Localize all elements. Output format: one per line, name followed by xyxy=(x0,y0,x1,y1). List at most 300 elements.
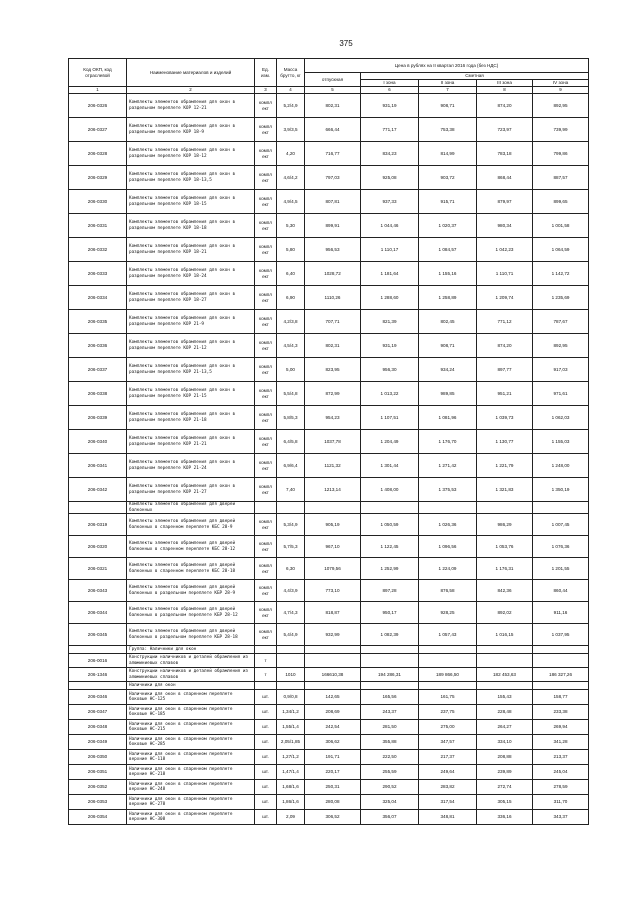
row-zone1-price: 290,52 xyxy=(361,780,419,795)
row-release-price: 242,54 xyxy=(305,720,361,735)
row-code: 206-0342 xyxy=(69,478,127,502)
row-zone1-price: 325,04 xyxy=(361,795,419,810)
row-release-price: 807,81 xyxy=(305,190,361,214)
row-zone2-price: 237,75 xyxy=(419,705,477,720)
row-code: 206-0334 xyxy=(69,286,127,310)
row-name: Наличники для окон в спаренном переплете верхние НС-248 xyxy=(127,780,255,795)
row-code xyxy=(69,682,127,690)
row-unit: компл ект xyxy=(255,262,277,286)
row-zone3-price xyxy=(477,502,533,514)
row-zone2-price: 908,71 xyxy=(419,334,477,358)
row-unit: шт. xyxy=(255,750,277,765)
row-release-price: 954,23 xyxy=(305,406,361,430)
row-unit: компл ект xyxy=(255,334,277,358)
row-zone4-price: 269,94 xyxy=(533,720,589,735)
row-release-price: 1079,56 xyxy=(305,558,361,580)
row-release-price: 716,77 xyxy=(305,142,361,166)
row-zone4-price: 1 235,69 xyxy=(533,286,589,310)
row-unit: компл ект xyxy=(255,118,277,142)
row-code: 206-0330 xyxy=(69,190,127,214)
row-zone3-price: 1 039,73 xyxy=(477,406,533,430)
row-mass xyxy=(277,502,305,514)
row-zone2-price: 753,38 xyxy=(419,118,477,142)
header-zone1: I зона xyxy=(361,80,419,87)
row-unit: компл ект xyxy=(255,536,277,558)
row-zone1-price: 1 408,00 xyxy=(361,478,419,502)
table-row xyxy=(69,602,589,624)
row-zone1-price: 194 286,31 xyxy=(361,668,419,682)
row-mass: 2,09 xyxy=(277,810,305,825)
row-zone2-price: 161,75 xyxy=(419,690,477,705)
row-zone4-price: 1 037,95 xyxy=(533,624,589,646)
row-unit: компл ект xyxy=(255,514,277,536)
row-zone1-price xyxy=(361,654,419,668)
row-zone2-price: 347,57 xyxy=(419,735,477,750)
table-row xyxy=(69,286,589,310)
row-zone3-price: 1 176,31 xyxy=(477,558,533,580)
row-release-price: 191,71 xyxy=(305,750,361,765)
row-name: Комплекты элементов обрамления для дверей балконных в раздельном переплете КБР 28-12 xyxy=(127,602,255,624)
row-zone1-price xyxy=(361,646,419,654)
table-row xyxy=(69,382,589,406)
page-number: 375 xyxy=(339,39,353,48)
row-zone2-price: 1 176,70 xyxy=(419,430,477,454)
row-zone4-price: 1 142,72 xyxy=(533,262,589,286)
row-zone4-price: 1 076,36 xyxy=(533,536,589,558)
table-row xyxy=(69,810,589,825)
row-release-price: 932,99 xyxy=(305,624,361,646)
row-zone1-price: 931,19 xyxy=(361,334,419,358)
row-name: Наличники для окон в спаренном переплете боковые НС-125 xyxy=(127,690,255,705)
row-name: Наличники для окон в спаренном переплете верхние НС-308 xyxy=(127,810,255,825)
row-zone4-price: 971,61 xyxy=(533,382,589,406)
row-zone4-price: 917,03 xyxy=(533,358,589,382)
header-zone4: IV зона xyxy=(533,80,589,87)
row-zone4-price: 739,99 xyxy=(533,118,589,142)
row-mass: 0,9/0,8 xyxy=(277,690,305,705)
row-zone1-price: 1 050,59 xyxy=(361,514,419,536)
table-row xyxy=(69,580,589,602)
table-row xyxy=(69,690,589,705)
row-zone4-price: 911,16 xyxy=(533,602,589,624)
row-zone3-price: 1 042,23 xyxy=(477,238,533,262)
row-zone2-price xyxy=(419,502,477,514)
row-zone1-price: 1 013,22 xyxy=(361,382,419,406)
row-mass: 5,00 xyxy=(277,358,305,382)
row-unit: компл ект xyxy=(255,310,277,334)
row-zone4-price: 899,65 xyxy=(533,190,589,214)
header-mass: Масса брутто, кг xyxy=(277,59,305,87)
row-code xyxy=(69,502,127,514)
table-row xyxy=(69,334,589,358)
row-release-price: 666,44 xyxy=(305,118,361,142)
row-name: Комплекты элементов обрамления для окон в раздельном переплете КОР 18-13,5 xyxy=(127,166,255,190)
table-row xyxy=(69,262,589,286)
row-zone4-price: 341,28 xyxy=(533,735,589,750)
row-zone1-price: 1 181,64 xyxy=(361,262,419,286)
row-code: 206-0333 xyxy=(69,262,127,286)
row-name: Конструкции наличников и деталей обрамления из алюминиевых сплавов xyxy=(127,668,255,682)
row-code: 206-0328 xyxy=(69,142,127,166)
row-zone1-price: 771,17 xyxy=(361,118,419,142)
row-zone1-price: 356,07 xyxy=(361,810,419,825)
row-mass: 1,86/1,6 xyxy=(277,795,305,810)
row-unit xyxy=(255,502,277,514)
row-mass: 1,27/1,2 xyxy=(277,750,305,765)
row-name: Комплекты элементов обрамления для окон в раздельном переплете КОР 21-12 xyxy=(127,334,255,358)
row-unit: т xyxy=(255,654,277,668)
row-zone4-price xyxy=(533,646,589,654)
col-number: 2 xyxy=(127,87,255,94)
row-zone1-price: 1 110,17 xyxy=(361,238,419,262)
row-code: 206-0329 xyxy=(69,166,127,190)
row-zone3-price: 874,20 xyxy=(477,94,533,118)
table-row xyxy=(69,142,589,166)
row-unit: компл ект xyxy=(255,430,277,454)
row-zone3-price: 771,12 xyxy=(477,310,533,334)
row-zone3-price xyxy=(477,682,533,690)
row-mass: 1,68/1,6 xyxy=(277,780,305,795)
row-zone1-price: 355,88 xyxy=(361,735,419,750)
row-zone3-price: 334,10 xyxy=(477,735,533,750)
row-zone1-price: 925,08 xyxy=(361,166,419,190)
row-zone4-price: 245,04 xyxy=(533,765,589,780)
row-code: 206-1346 xyxy=(69,668,127,682)
row-name: Комплекты элементов обрамления для окон в раздельном переплете КОР 18-27 xyxy=(127,286,255,310)
row-zone1-price: 281,50 xyxy=(361,720,419,735)
row-zone4-price: 233,38 xyxy=(533,705,589,720)
row-zone2-price: 928,25 xyxy=(419,602,477,624)
row-zone4-price: 1 007,45 xyxy=(533,514,589,536)
row-zone4-price: 343,37 xyxy=(533,810,589,825)
row-code: 206-0338 xyxy=(69,382,127,406)
row-zone3-price: 1 321,83 xyxy=(477,478,533,502)
row-zone4-price: 311,70 xyxy=(533,795,589,810)
row-name: Комплекты элементов обрамления для окон в раздельном переплете КОР 12-21 xyxy=(127,94,255,118)
row-release-price xyxy=(305,502,361,514)
row-mass: 5,80 xyxy=(277,238,305,262)
row-zone2-price: 802,45 xyxy=(419,310,477,334)
row-zone1-price: 1 252,99 xyxy=(361,558,419,580)
row-name: Наличники для окон в спаренном переплете верхние НС-118 xyxy=(127,750,255,765)
row-mass: 4,20 xyxy=(277,142,305,166)
row-zone4-price: 787,67 xyxy=(533,310,589,334)
price-table xyxy=(68,58,589,825)
row-code: 206-0326 xyxy=(69,94,127,118)
table-row xyxy=(69,646,589,654)
row-zone4-price xyxy=(533,654,589,668)
row-code: 206-0347 xyxy=(69,705,127,720)
row-zone3-price: 228,48 xyxy=(477,705,533,720)
row-zone3-price: 208,88 xyxy=(477,750,533,765)
row-zone1-price: 165,56 xyxy=(361,690,419,705)
row-code: 206-0336 xyxy=(69,334,127,358)
row-name: Комплекты элементов обрамления для окон в раздельном переплете КОР 18-12 xyxy=(127,142,255,166)
row-zone1-price: 956,30 xyxy=(361,358,419,382)
row-zone4-price: 158,77 xyxy=(533,690,589,705)
row-zone3-price: 1 130,77 xyxy=(477,430,533,454)
row-zone2-price xyxy=(419,646,477,654)
row-zone1-price: 897,28 xyxy=(361,580,419,602)
row-zone2-price: 908,71 xyxy=(419,94,477,118)
row-zone1-price xyxy=(361,682,419,690)
row-zone2-price xyxy=(419,682,477,690)
row-unit: шт. xyxy=(255,765,277,780)
row-zone4-price: 1 201,55 xyxy=(533,558,589,580)
row-mass: 7,40 xyxy=(277,478,305,502)
row-zone1-price: 950,17 xyxy=(361,602,419,624)
header-code: Код ОКП, код отраслевой xyxy=(69,59,127,87)
row-zone1-price: 937,33 xyxy=(361,190,419,214)
row-code: 206-0341 xyxy=(69,454,127,478)
table-row xyxy=(69,238,589,262)
row-release-price: 250,31 xyxy=(305,780,361,795)
row-mass: 5,30 xyxy=(277,214,305,238)
row-unit: компл ект xyxy=(255,238,277,262)
row-name: Комплекты элементов обрамления для окон в раздельном переплете КОР 18-15 xyxy=(127,190,255,214)
row-code: 206-0350 xyxy=(69,750,127,765)
row-zone3-price: 336,16 xyxy=(477,810,533,825)
table-row xyxy=(69,750,589,765)
header-estimate: Сметная xyxy=(361,73,589,80)
row-zone2-price: 1 081,96 xyxy=(419,406,477,430)
row-zone1-price: 1 288,60 xyxy=(361,286,419,310)
row-unit: компл ект xyxy=(255,580,277,602)
row-release-price: 1213,14 xyxy=(305,478,361,502)
row-name: Комплекты элементов обрамления для окон в раздельном переплете КОР 21-24 xyxy=(127,454,255,478)
row-mass: 5,3/4,9 xyxy=(277,514,305,536)
row-release-price: 967,10 xyxy=(305,536,361,558)
row-zone3-price: 239,89 xyxy=(477,765,533,780)
row-zone4-price xyxy=(533,502,589,514)
row-unit: компл ект xyxy=(255,358,277,382)
row-name: Комплекты элементов обрамления для дверей балконных xyxy=(127,502,255,514)
row-zone3-price: 155,43 xyxy=(477,690,533,705)
row-zone3-price: 272,74 xyxy=(477,780,533,795)
row-mass: 5,4/4,9 xyxy=(277,624,305,646)
row-zone4-price xyxy=(533,682,589,690)
row-code: 206-0016 xyxy=(69,654,127,668)
row-mass: 1010 xyxy=(277,668,305,682)
header-name: Наименование материалов и изделий xyxy=(127,59,255,87)
row-zone2-price: 989,85 xyxy=(419,382,477,406)
row-zone3-price: 305,15 xyxy=(477,795,533,810)
row-release-price: 823,95 xyxy=(305,358,361,382)
row-zone4-price: 1 350,19 xyxy=(533,478,589,502)
row-name: Комплекты элементов обрамления для дверей балконных в раздельном переплете КБР 28-18 xyxy=(127,624,255,646)
row-code: 206-0354 xyxy=(69,810,127,825)
row-name: Группа: Наличники для окон xyxy=(127,646,255,654)
row-zone2-price: 814,99 xyxy=(419,142,477,166)
row-unit: шт. xyxy=(255,795,277,810)
row-release-price: 306,52 xyxy=(305,810,361,825)
row-zone1-price: 1 082,39 xyxy=(361,624,419,646)
row-release-price: 1121,32 xyxy=(305,454,361,478)
row-name: Комплекты элементов обрамления для дверей балконных в раздельном переплете КБР 28-9 xyxy=(127,580,255,602)
table-row xyxy=(69,454,589,478)
row-release-price: 872,99 xyxy=(305,382,361,406)
table-row xyxy=(69,430,589,454)
table-row xyxy=(69,166,589,190)
row-zone4-price: 887,57 xyxy=(533,166,589,190)
row-zone3-price: 1 209,74 xyxy=(477,286,533,310)
row-unit: шт. xyxy=(255,720,277,735)
row-code: 206-0353 xyxy=(69,795,127,810)
header-release: отпускная xyxy=(305,73,361,87)
row-unit: компл ект xyxy=(255,602,277,624)
row-zone2-price: 1 258,89 xyxy=(419,286,477,310)
row-unit: компл ект xyxy=(255,142,277,166)
row-release-price: 280,08 xyxy=(305,795,361,810)
row-zone2-price: 903,72 xyxy=(419,166,477,190)
row-zone1-price: 1 204,49 xyxy=(361,430,419,454)
table-row xyxy=(69,705,589,720)
row-zone3-price xyxy=(477,646,533,654)
row-code: 206-0344 xyxy=(69,602,127,624)
row-name: Конструкции наличников и деталей обрамления из алюминиевых сплавов xyxy=(127,654,255,668)
table-row xyxy=(69,478,589,502)
row-code: 206-0339 xyxy=(69,406,127,430)
row-code: 206-0321 xyxy=(69,558,127,580)
row-code: 206-0331 xyxy=(69,214,127,238)
row-release-price: 899,91 xyxy=(305,214,361,238)
row-zone1-price: 821,39 xyxy=(361,310,419,334)
row-zone4-price: 892,95 xyxy=(533,94,589,118)
table-row xyxy=(69,558,589,580)
row-zone2-price: 1 224,09 xyxy=(419,558,477,580)
row-release-price: 905,19 xyxy=(305,514,361,536)
row-unit: компл ект xyxy=(255,214,277,238)
row-zone2-price: 217,37 xyxy=(419,750,477,765)
row-name: Наличники для окон xyxy=(127,682,255,690)
row-zone2-price: 1 020,37 xyxy=(419,214,477,238)
row-zone2-price: 1 057,43 xyxy=(419,624,477,646)
row-mass: 3,9/3,5 xyxy=(277,118,305,142)
row-name: Комплекты элементов обрамления для дверей балконных в спаренном переплете КБС 28-9 xyxy=(127,514,255,536)
row-zone2-price: 275,00 xyxy=(419,720,477,735)
row-zone2-price: 189 866,50 xyxy=(419,668,477,682)
row-zone2-price: 1 026,36 xyxy=(419,514,477,536)
row-zone1-price: 931,19 xyxy=(361,94,419,118)
row-zone4-price: 1 248,00 xyxy=(533,454,589,478)
row-mass: 5,5/4,8 xyxy=(277,382,305,406)
row-mass: 6,9/6,4 xyxy=(277,454,305,478)
row-code: 206-0348 xyxy=(69,720,127,735)
row-zone4-price: 1 001,58 xyxy=(533,214,589,238)
row-mass xyxy=(277,654,305,668)
row-release-price xyxy=(305,646,361,654)
row-name: Комплекты элементов обрамления для дверей балконных в спаренном переплете КБС 28-18 xyxy=(127,558,255,580)
table-row xyxy=(69,780,589,795)
row-zone1-price: 222,50 xyxy=(361,750,419,765)
row-zone3-price: 264,27 xyxy=(477,720,533,735)
row-mass: 1,47/1,4 xyxy=(277,765,305,780)
row-release-price: 166610,38 xyxy=(305,668,361,682)
row-mass: 4,6/4,2 xyxy=(277,166,305,190)
row-unit: компл ект xyxy=(255,406,277,430)
row-unit: компл ект xyxy=(255,94,277,118)
row-code: 206-0319 xyxy=(69,514,127,536)
row-zone2-price: 348,81 xyxy=(419,810,477,825)
header-unit: Ед. изм. xyxy=(255,59,277,87)
table-row xyxy=(69,358,589,382)
row-code xyxy=(69,646,127,654)
row-name: Комплекты элементов обрамления для окон в раздельном переплете КОР 18-18 xyxy=(127,214,255,238)
row-zone1-price: 1 301,44 xyxy=(361,454,419,478)
row-mass: 1,34/1,2 xyxy=(277,705,305,720)
row-unit: компл ект xyxy=(255,382,277,406)
row-unit: шт. xyxy=(255,780,277,795)
row-zone2-price xyxy=(419,654,477,668)
row-name: Комплекты элементов обрамления для окон в раздельном переплете КОР 18-24 xyxy=(127,262,255,286)
table-row xyxy=(69,406,589,430)
row-zone3-price: 1 016,15 xyxy=(477,624,533,646)
row-zone2-price: 1 375,53 xyxy=(419,478,477,502)
row-release-price: 773,10 xyxy=(305,580,361,602)
col-number: 1 xyxy=(69,87,127,94)
row-zone3-price: 1 221,79 xyxy=(477,454,533,478)
table-row xyxy=(69,118,589,142)
row-unit xyxy=(255,682,277,690)
table-row xyxy=(69,624,589,646)
row-release-price: 956,53 xyxy=(305,238,361,262)
row-zone4-price: 1 155,03 xyxy=(533,430,589,454)
row-zone1-price: 255,59 xyxy=(361,765,419,780)
header-price-title: Цена в рублях на II квартал 2016 года (без НДС) xyxy=(305,59,589,73)
row-release-price: 707,71 xyxy=(305,310,361,334)
row-release-price: 797,03 xyxy=(305,166,361,190)
row-code: 206-0349 xyxy=(69,735,127,750)
row-unit: шт. xyxy=(255,705,277,720)
row-mass: 5,2/4,9 xyxy=(277,94,305,118)
row-code: 206-0332 xyxy=(69,238,127,262)
row-name: Комплекты элементов обрамления для дверей балконных в спаренном переплете КБС 28-12 xyxy=(127,536,255,558)
row-zone1-price: 243,37 xyxy=(361,705,419,720)
row-release-price: 142,65 xyxy=(305,690,361,705)
row-unit: компл ект xyxy=(255,478,277,502)
row-zone1-price: 1 044,46 xyxy=(361,214,419,238)
row-name: Комплекты элементов обрамления для окон в раздельном переплете КОР 18-21 xyxy=(127,238,255,262)
row-release-price: 208,69 xyxy=(305,705,361,720)
table-row xyxy=(69,735,589,750)
header-zone3: III зона xyxy=(477,80,533,87)
row-code: 206-0351 xyxy=(69,765,127,780)
row-unit: компл ект xyxy=(255,454,277,478)
row-unit: шт. xyxy=(255,735,277,750)
row-name: Комплекты элементов обрамления для окон в раздельном переплете КОР 21-21 xyxy=(127,430,255,454)
table-body xyxy=(69,94,589,825)
row-zone3-price: 1 053,76 xyxy=(477,536,533,558)
row-zone3-price: 783,18 xyxy=(477,142,533,166)
row-zone1-price: 834,23 xyxy=(361,142,419,166)
col-number: 7 xyxy=(419,87,477,94)
row-unit: компл ект xyxy=(255,166,277,190)
row-mass: 4,4/3,9 xyxy=(277,580,305,602)
row-unit: компл ект xyxy=(255,286,277,310)
row-code: 206-0352 xyxy=(69,780,127,795)
row-zone2-price: 283,82 xyxy=(419,780,477,795)
row-name: Наличники для окон в спаренном переплете боковые НС-285 xyxy=(127,735,255,750)
row-zone3-price: 980,34 xyxy=(477,214,533,238)
row-name: Комплекты элементов обрамления для окон в раздельном переплете КОР 21-15 xyxy=(127,382,255,406)
row-name: Наличники для окон в спаренном переплете боковые НС-215 xyxy=(127,720,255,735)
row-mass: 6,30 xyxy=(277,558,305,580)
row-zone4-price: 1 062,03 xyxy=(533,406,589,430)
row-zone3-price: 1 110,71 xyxy=(477,262,533,286)
row-zone3-price: 723,97 xyxy=(477,118,533,142)
row-release-price: 1028,72 xyxy=(305,262,361,286)
table-row xyxy=(69,668,589,682)
